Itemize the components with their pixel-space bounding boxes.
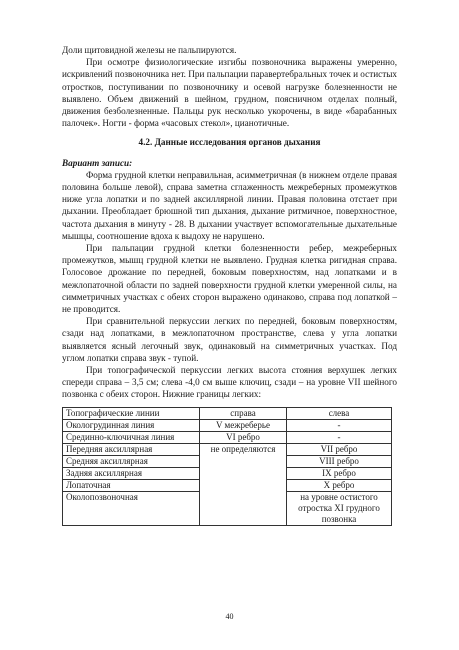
cell-left: - (287, 419, 392, 431)
cell-left: - (287, 431, 392, 443)
paragraph-spine: При осмотре физиологические изгибы позвоночника выражены умеренно, искривлений позвоночника нет. При пальпации паравертебральных точек и остистых отростков, поступивании по позвоночнику и осевой нагрузке болезненности не выявлено. Объем движений в шейном, грудном, поясничном отделах полный, движения безболезненные. Пальцы рук несколько укорочены, в виде «барабанных палочек». Ногти - форма «часовых стекол», цианотичные. (62, 57, 397, 129)
table-header-row (63, 407, 392, 419)
table-row (63, 443, 392, 455)
paragraph-palpation: При пальпации грудной клетки болезненности ребер, межреберных промежутков, мышц грудной клетки не выявлено. Грудная клетка ригидная справа. Голосовое дрожание по передней, боковым поверхностям, над лопатками и в межлопаточной области по задней поверхности грудной клетки умеренной силы, на симметричных участках с обеих сторон выражено одинаково, справа под лопаткой – не проводится. (62, 243, 397, 315)
cell-line: Окологрудинная линия (63, 419, 200, 431)
paragraph-chest-shape: Форма грудной клетки неправильная, асимметричная (в нижнем отделе правая половина больше левой), справа заметна сглаженность межреберных промежутков ниже угла лопатки и по задней аксиллярной линии. Правая половина отстает при дыхании. Преобладает брюшной тип дыхания, дыхание ритмичное, поверхностное, частота дыхания в минуту - 28. В дыхании участвует вспомогательные дыхательные мышцы, соотношение вдоха к выдоху не нарушено. (62, 169, 397, 241)
cell-left: IX ребро (287, 467, 392, 479)
table-row (63, 419, 392, 431)
paragraph-comparative-percussion: При сравнительной перкуссии легких по передней, боковым поверхностям, сзади над лопатками, в межлопаточном пространстве, слева у угла лопатки выявляется ясный легочный звук, одинаковый на симметричных участках. Под углом лопатки справа звук - тупой. (62, 316, 397, 363)
page-number: 40 (225, 612, 234, 621)
header-right: справа (200, 407, 287, 419)
cell-right: V межреберье (200, 419, 287, 431)
header-topographic-lines: Топографические линии (63, 407, 200, 419)
cell-left: X ребро (287, 479, 392, 491)
cell-line: Задняя аксиллярная (63, 467, 200, 479)
header-left: слева (287, 407, 392, 419)
cell-left: на уровне остистого отростка XI грудного позвонка (287, 491, 392, 525)
cell-left: VII ребро (287, 443, 392, 455)
cell-right-merged: не определяются (200, 443, 287, 525)
section-heading: 4.2. Данные исследования органов дыхания (138, 137, 321, 148)
cell-line: Передняя аксиллярная (63, 443, 200, 455)
cell-right: VI ребро (200, 431, 287, 443)
paragraph-thyroid: Доли щитовидной железы не пальпируются. (62, 45, 237, 55)
cell-line: Лопаточная (63, 479, 200, 491)
page-content (62, 44, 397, 526)
cell-line: Средняя аксиллярная (63, 455, 200, 467)
paragraph-topographic-percussion: При топографической перкуссии легких высота стояния верхушек легких спереди справа – 3,5 см; слева -4,0 см выше ключиц, сзади – на уровне VII шейного позвонка с обеих сторон. Нижние границы легких: (62, 365, 397, 400)
lung-borders-table (62, 407, 392, 526)
cell-left: VIII ребро (287, 455, 392, 467)
variant-label: Вариант записи: (62, 157, 133, 168)
table-row (63, 431, 392, 443)
cell-line: Околопозвоночная (63, 491, 200, 525)
cell-line: Срединно-ключичная линия (63, 431, 200, 443)
